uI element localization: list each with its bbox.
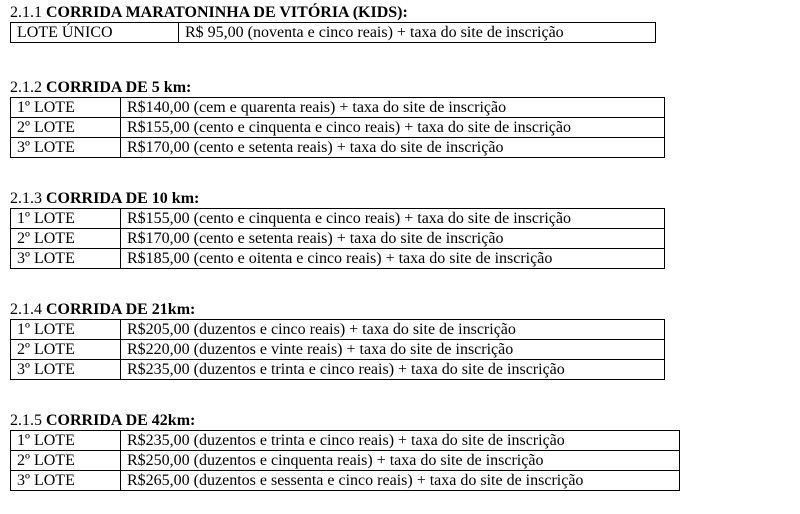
section-heading bbox=[10, 190, 665, 208]
price-table bbox=[10, 97, 665, 158]
price-cell: R$205,00 (duzentos e cinco reais) + taxa do site de inscrição bbox=[121, 320, 665, 340]
table-row bbox=[11, 98, 665, 118]
section-heading bbox=[10, 79, 665, 97]
section-heading bbox=[10, 412, 680, 430]
table-row bbox=[11, 320, 665, 340]
section-10km bbox=[10, 190, 665, 269]
price-table bbox=[10, 22, 656, 43]
price-cell: R$235,00 (duzentos e trinta e cinco reais) + taxa do site de inscrição bbox=[121, 360, 665, 380]
section-title: CORRIDA DE 5 km: bbox=[46, 79, 192, 96]
lote-cell: 1º LOTE bbox=[11, 431, 121, 451]
section-kids bbox=[10, 4, 656, 43]
lote-cell: 1º LOTE bbox=[11, 209, 121, 229]
lote-cell: 2º LOTE bbox=[11, 229, 121, 249]
table-row bbox=[11, 360, 665, 380]
table-row bbox=[11, 118, 665, 138]
table-row bbox=[11, 451, 680, 471]
table-row bbox=[11, 471, 680, 491]
price-table bbox=[10, 319, 665, 380]
section-heading bbox=[10, 301, 665, 319]
lote-cell: 2º LOTE bbox=[11, 451, 121, 471]
price-table bbox=[10, 430, 680, 491]
lote-cell: 2º LOTE bbox=[11, 340, 121, 360]
price-table bbox=[10, 208, 665, 269]
table-row bbox=[11, 209, 665, 229]
price-cell: R$155,00 (cento e cinquenta e cinco reais) + taxa do site de inscrição bbox=[121, 209, 665, 229]
section-title: CORRIDA DE 21km: bbox=[46, 301, 196, 318]
price-cell: R$185,00 (cento e oitenta e cinco reais) + taxa do site de inscrição bbox=[121, 249, 665, 269]
lote-cell: 3º LOTE bbox=[11, 471, 121, 491]
table-row bbox=[11, 229, 665, 249]
table-row bbox=[11, 340, 665, 360]
price-cell: R$170,00 (cento e setenta reais) + taxa do site de inscrição bbox=[121, 138, 665, 158]
section-42km bbox=[10, 412, 680, 491]
price-cell: R$220,00 (duzentos e vinte reais) + taxa do site de inscrição bbox=[121, 340, 665, 360]
table-row bbox=[11, 138, 665, 158]
section-number: 2.1.5 bbox=[10, 412, 42, 429]
lote-cell: 2º LOTE bbox=[11, 118, 121, 138]
section-number: 2.1.3 bbox=[10, 190, 42, 207]
lote-cell: 3º LOTE bbox=[11, 360, 121, 380]
section-5km bbox=[10, 79, 665, 158]
section-title: CORRIDA DE 42km: bbox=[46, 412, 196, 429]
section-title: CORRIDA MARATONINHA DE VITÓRIA (KIDS): bbox=[46, 4, 408, 21]
price-cell: R$250,00 (duzentos e cinquenta reais) + taxa do site de inscrição bbox=[121, 451, 680, 471]
table-row bbox=[11, 249, 665, 269]
table-row bbox=[11, 23, 656, 43]
section-heading bbox=[10, 4, 656, 22]
lote-cell: LOTE ÚNICO bbox=[11, 23, 179, 43]
lote-cell: 1º LOTE bbox=[11, 98, 121, 118]
price-cell: R$170,00 (cento e setenta reais) + taxa do site de inscrição bbox=[121, 229, 665, 249]
price-cell: R$ 95,00 (noventa e cinco reais) + taxa do site de inscrição bbox=[179, 23, 656, 43]
price-cell: R$155,00 (cento e cinquenta e cinco reais) + taxa do site de inscrição bbox=[121, 118, 665, 138]
table-row bbox=[11, 431, 680, 451]
price-cell: R$235,00 (duzentos e trinta e cinco reais) + taxa do site de inscrição bbox=[121, 431, 680, 451]
lote-cell: 3º LOTE bbox=[11, 249, 121, 269]
price-cell: R$265,00 (duzentos e sessenta e cinco reais) + taxa do site de inscrição bbox=[121, 471, 680, 491]
price-cell: R$140,00 (cem e quarenta reais) + taxa do site de inscrição bbox=[121, 98, 665, 118]
lote-cell: 1º LOTE bbox=[11, 320, 121, 340]
lote-cell: 3º LOTE bbox=[11, 138, 121, 158]
section-number: 2.1.2 bbox=[10, 79, 42, 96]
section-number: 2.1.1 bbox=[10, 4, 42, 21]
section-21km bbox=[10, 301, 665, 380]
section-title: CORRIDA DE 10 km: bbox=[46, 190, 200, 207]
section-number: 2.1.4 bbox=[10, 301, 42, 318]
